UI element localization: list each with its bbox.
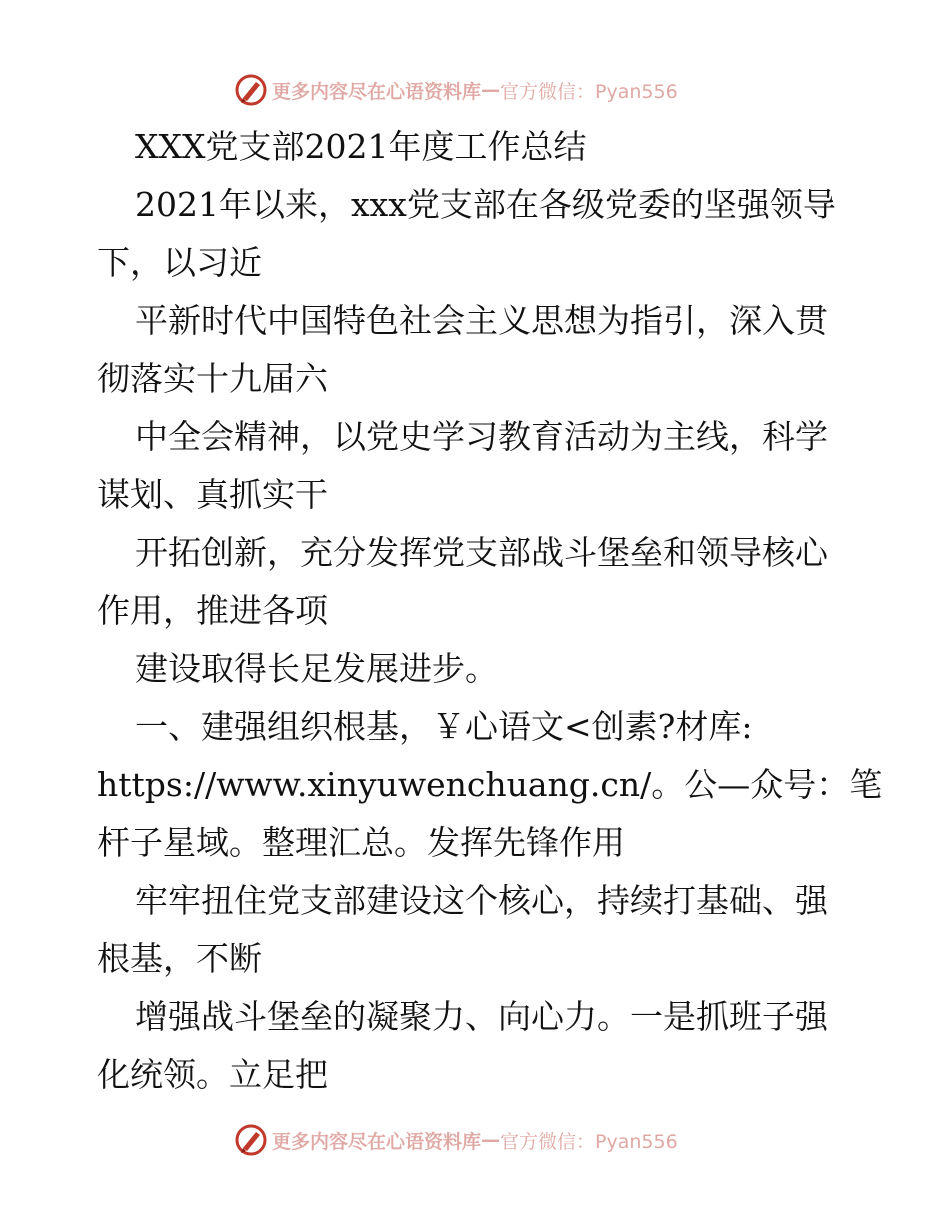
pen-logo-icon — [234, 73, 268, 107]
paragraph-line: 牢牢扭住党支部建设这个核心，持续打基础、强 — [135, 881, 828, 920]
paragraph-line: 开拓创新，充分发挥党支部战斗堡垒和领导核心 — [135, 533, 828, 572]
paragraph-line: 谋划、真抓实干 — [97, 475, 328, 514]
paragraph-line: 中全会精神，以党史学习教育活动为主线，科学 — [135, 417, 828, 456]
paragraph-line: 下，以习近 — [97, 243, 262, 282]
watermark-contact: 官方微信：Pyan556 — [500, 1130, 678, 1153]
watermark-contact: 官方微信：Pyan556 — [500, 80, 678, 103]
watermark-separator: — — [481, 79, 501, 101]
pen-logo-icon — [234, 1123, 268, 1157]
header-watermark — [234, 72, 678, 108]
paragraph-line: https://www.xinyuwenchuang.cn/。公—众号：笔 — [97, 765, 883, 804]
document-body — [97, 118, 883, 1104]
watermark-site-text: 更多内容尽在心语资料库 — [272, 80, 482, 103]
document-title: XXX党支部2021年度工作总结 — [135, 127, 587, 166]
paragraph-line: 作用，推进各项 — [97, 591, 328, 630]
paragraph-line: 建设取得长足发展进步。 — [135, 649, 498, 688]
section-heading: 一、建强组织根基，￥心语文<创素?材库: — [135, 707, 753, 746]
paragraph-line: 化统领。立足把 — [97, 1055, 328, 1094]
paragraph-line: 平新时代中国特色社会主义思想为指引，深入贯 — [135, 301, 828, 340]
paragraph-line: 彻落实十九届六 — [97, 359, 328, 398]
watermark-separator: — — [481, 1129, 501, 1151]
paragraph-line: 2021年以来，xxx党支部在各级党委的坚强领导 — [135, 185, 836, 224]
footer-watermark — [234, 1122, 678, 1158]
paragraph-line: 增强战斗堡垒的凝聚力、向心力。一是抓班子强 — [135, 997, 828, 1036]
watermark-site-text: 更多内容尽在心语资料库 — [272, 1130, 482, 1153]
paragraph-line: 杆子星域。整理汇总。发挥先锋作用 — [97, 823, 625, 862]
paragraph-line: 根基，不断 — [97, 939, 262, 978]
